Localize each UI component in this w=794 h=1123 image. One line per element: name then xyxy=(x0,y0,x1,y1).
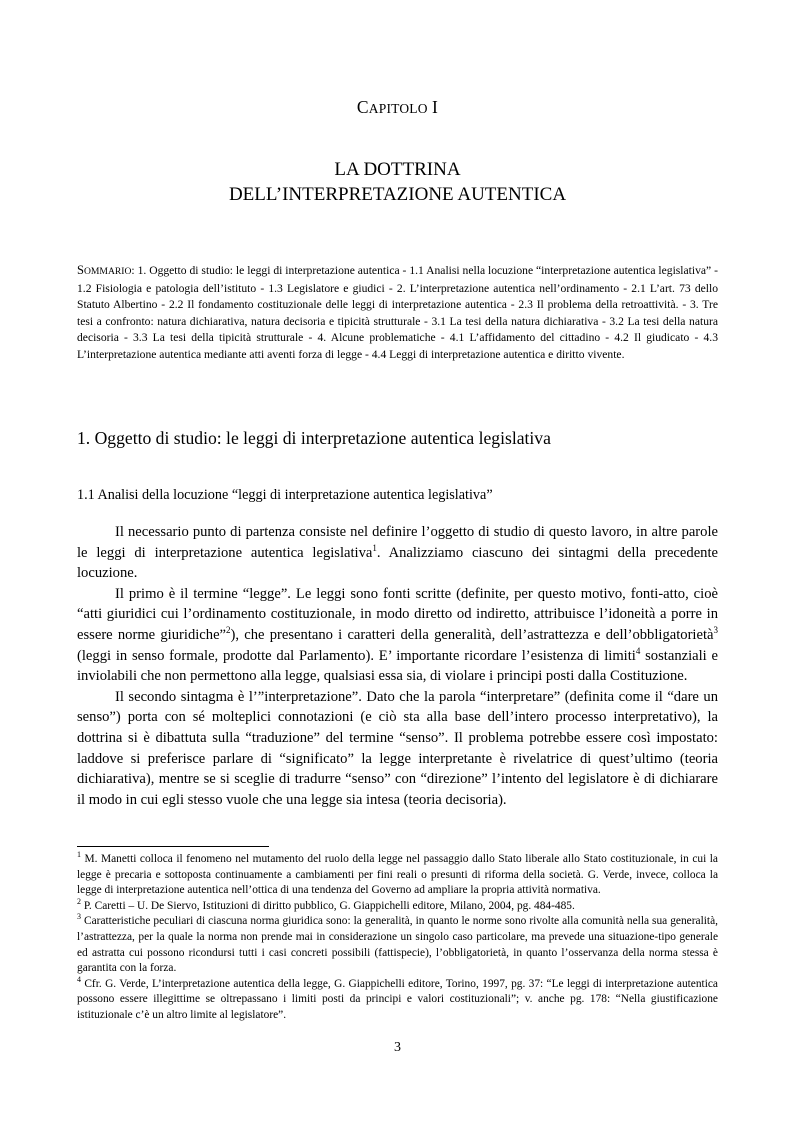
footnote-text: Cfr. G. Verde, L’interpretazione autentica della legge, G. Giappichelli editore, Torino, 1997, pg. 37: “Le leggi di interpretazione autentica possono essere illegittime se oltrepassano i limiti posti da principi e valori costituzionali”; v. anche pg. 178: “Nella giustificazione istituzionale c’è un altro limite al legislatore”. xyxy=(77,977,718,1021)
chapter-title-line-1: LA DOTTRINA xyxy=(334,159,461,180)
summary-text: : 1. Oggetto di studio: le leggi di interpretazione autentica - 1.1 Analisi nella locuzione “interpretazione autentica legislativa” - 1.2 Fisiologia e patologia dell’istituto - 1.3 Legislatore e giudici - 2. L’interpretazione autentica nell’ordinamento - 2.1 L’art. 73 dello Statuto Albertino - 2.2 Il fondamento costituzionale delle leggi di interpretazione autentica - 2.3 Il problema della retroattività. - 3. Tre tesi a confronto: natura dichiarativa, natura decisoria e tipicità strutturale - 3.1 La tesi della natura dichiarativa - 3.2 La tesi della natura decisoria - 3.3 La tesi della tipicità strutturale - 4. Alcune problematiche - 4.1 L’affidamento del cittadino - 4.2 Il giudicato - 4.3 L’interpretazione autentica mediante atti aventi forza di legge - 4.4 Leggi di interpretazione autentica e diritto vivente. xyxy=(77,264,718,361)
chapter-numeral: I xyxy=(432,97,439,117)
footnote-number: 3 xyxy=(77,912,81,922)
paragraph-1-part-a: Il necessario punto di partenza consiste nel definire l’oggetto di studio di questo lavoro, in altre parole le leggi di interpretazione autentica legislativa xyxy=(77,524,718,561)
summary-label-rest: OMMARIO xyxy=(83,266,132,277)
chapter-label-rest: APITOLO xyxy=(368,101,428,116)
footnote-number: 2 xyxy=(77,896,81,906)
footnote-number: 4 xyxy=(77,974,81,984)
chapter-label xyxy=(77,97,718,118)
footnote-ref-3: 3 xyxy=(713,625,718,636)
footnote-text: M. Manetti colloca il fenomeno nel mutamento del ruolo della legge nel passaggio dallo Stato liberale allo Stato costituzionale, in cui la legge è precaria e sottoposta continuamente a cambiamenti per fini reali o presunti di riforma della società. G. Verde, invece, colloca la legge di interpretazione autentica nell’ottica di una tendenza del Governo ad ampliare la propria attività normativa. xyxy=(77,853,718,897)
paragraph-2-part-c: (leggi in senso formale, prodotte dal Parlamento). E’ importante ricordare l’esistenza di limiti xyxy=(77,647,636,664)
paragraph-1-part-b: . Analizziamo ciascuno dei sintagmi della precedente locuzione. xyxy=(77,544,718,582)
section-heading: 1. Oggetto di studio: le leggi di interpretazione autentica legislativa xyxy=(77,428,551,448)
footnote-number: 1 xyxy=(77,850,81,860)
chapter-summary xyxy=(77,262,718,364)
footnote-separator xyxy=(77,846,269,847)
chapter-label-initial: C xyxy=(356,97,369,117)
footnote-text: Caratteristiche peculiari di ciascuna norma giuridica sono: la generalità, in quanto le norme sono rivolte alla comunità nella sua generalità, l’astrattezza, per la quale la norma non prende mai in considerazione un singolo caso particolare, ma prevede una situazione-tipo generale ed astratta cui possono ricondursi tutti i casi concreti possibili (fattispecie), l’obbligatorietà, in quanto l’osservanza della norma stessa è garantita con la forza. xyxy=(77,915,718,975)
body-text xyxy=(77,522,718,810)
chapter-title-line-2: DELL’INTERPRETAZIONE AUTENTICA xyxy=(228,184,567,205)
footnote-ref-1: 1 xyxy=(372,542,377,553)
summary-label-initial: S xyxy=(77,263,84,277)
paragraph-1 xyxy=(77,522,718,584)
chapter-title xyxy=(77,157,718,207)
page-number: 3 xyxy=(394,1040,401,1055)
paragraph-2-part-b: ), che presentano i caratteri della generalità, dell’astrattezza e dell’obbligatorietà xyxy=(230,626,714,643)
footnotes xyxy=(77,852,718,1024)
footnote-ref-4: 4 xyxy=(635,645,641,656)
paragraph-2 xyxy=(77,584,718,687)
footnote-ref-2: 2 xyxy=(226,625,231,636)
paragraph-2-part-d: sostanziali e inviolabili che non permettono alla legge, qualsiasi essa sia, di violare i principi posti dalla Costituzione. xyxy=(77,647,718,685)
paragraph-2-part-a: Il primo è il termine “legge”. Le leggi sono fonti scritte (definite, per questo motivo, fonti-atto, cioè “atti giuridici cui l’ordinamento costituzionale, in modo diretto od indiretto, attribuisce l’idoneità a porre in essere norme giuridiche” xyxy=(77,585,718,643)
paragraph-3: Il secondo sintagma è l’”interpretazione”. Dato che la parola “interpretare” (definita come il “dare un senso”) porta con sé molteplici connotazioni (e ciò sta alla base dell’intero processo interpretativo), la dottrina si è dibattuta sulla “traduzione” del termine “senso”. Il problema potrebbe essere così impostato: laddove si preferisce parlare di “significato” la legge interpretante è rivelatrice di quest’ultimo (teoria dichiarativa), mentre se si sceglie di tradurre “senso” con “direzione” l’intento del legislatore è di dichiarare il modo in cui egli stesso vuole che una legge sia intesa (teoria decisoria). xyxy=(77,688,718,808)
subsection-heading: 1.1 Analisi della locuzione “leggi di interpretazione autentica legislativa” xyxy=(77,487,493,503)
footnote xyxy=(77,852,718,899)
footnote xyxy=(77,914,718,976)
footnote xyxy=(77,974,718,1024)
footnote xyxy=(77,896,718,915)
footnote-text: P. Caretti – U. De Siervo, Istituzioni di diritto pubblico, G. Giappichelli editore, Milano, 2004, pg. 484-485. xyxy=(81,899,575,912)
